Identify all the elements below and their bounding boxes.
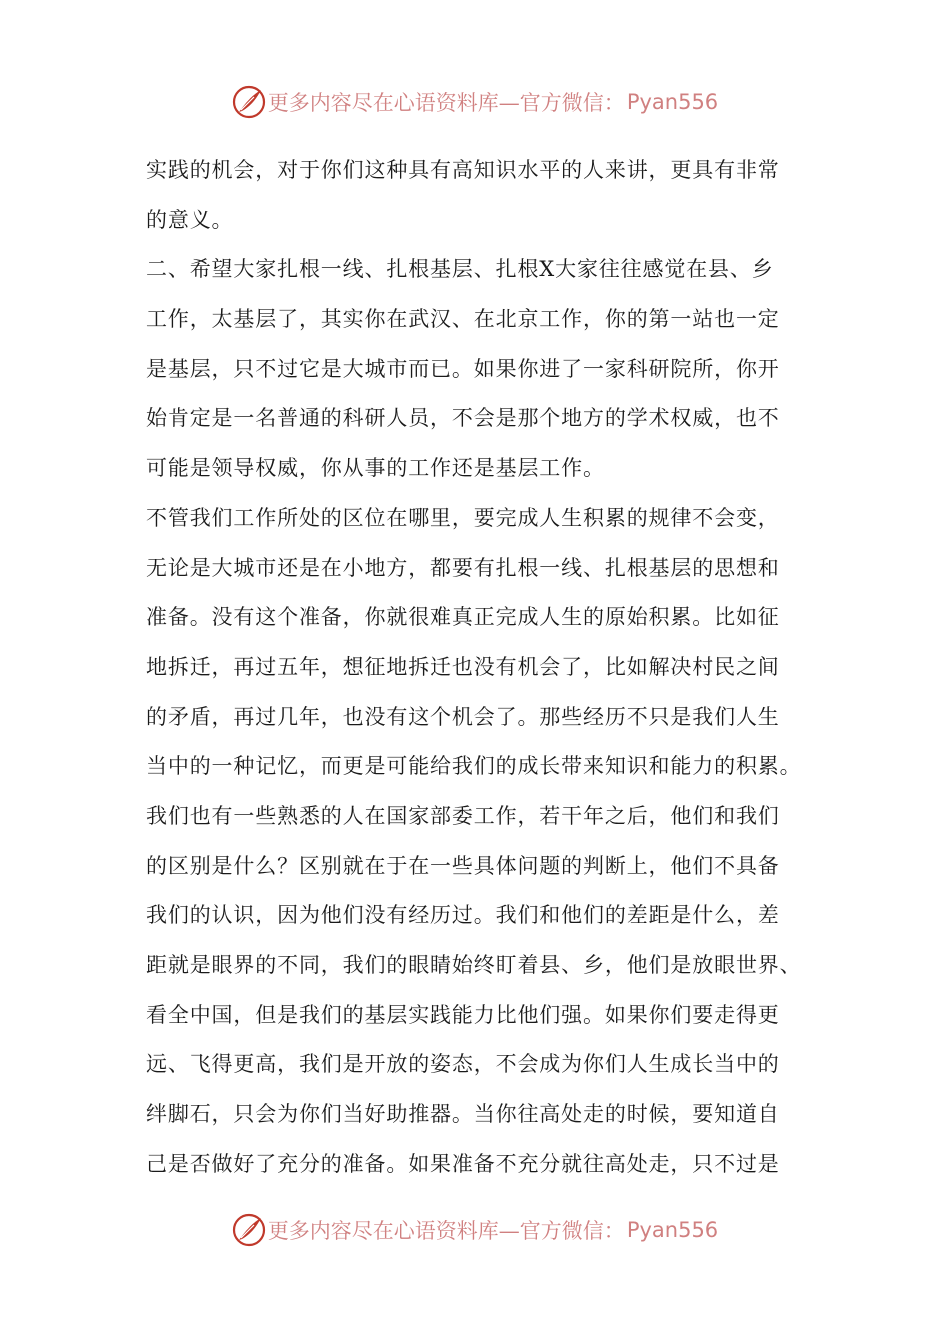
banner-text: 更多内容尽在心语资料库—官方微信：	[267, 91, 625, 115]
text-line: 己是否做好了充分的准备。如果准备不充分就往高处走，只不过是	[146, 1151, 780, 1176]
wechat-id: Pyan556	[626, 90, 719, 114]
text-line: 我们也有一些熟悉的人在国家部委工作，若干年之后，他们和我们	[146, 803, 780, 828]
text-line: 二、希望大家扎根一线、扎根基层、扎根X大家往往感觉在县、乡	[146, 257, 774, 282]
text-line: 可能是领导权威，你从事的工作还是基层工作。	[146, 456, 605, 481]
text-line: 的区别是什么？区别就在于在一些具体问题的判断上，他们不具备	[146, 853, 780, 878]
text-line: 工作，太基层了，其实你在武汉、在北京工作，你的第一站也一定	[146, 307, 780, 332]
footer-banner	[0, 1210, 950, 1250]
text-line: 无论是大城市还是在小地方，都要有扎根一线、扎根基层的思想和	[146, 555, 780, 580]
text-line: 看全中国，但是我们的基层实践能力比他们强。如果你们要走得更	[146, 1002, 780, 1027]
document-body	[146, 146, 816, 1189]
text-line: 是基层，只不过它是大城市而已。如果你进了一家科研院所，你开	[146, 356, 780, 381]
text-line: 地拆迁，再过五年，想征地拆迁也没有机会了，比如解决村民之间	[146, 654, 780, 679]
banner-text: 更多内容尽在心语资料库—官方微信：	[267, 1219, 625, 1243]
text-line: 远、飞得更高，我们是开放的姿态，不会成为你们人生成长当中的	[146, 1052, 780, 1077]
text-line: 准备。没有这个准备，你就很难真正完成人生的原始积累。比如征	[146, 605, 780, 630]
quill-logo-icon	[232, 1213, 266, 1247]
text-line: 我们的认识，因为他们没有经历过。我们和他们的差距是什么，差	[146, 903, 780, 928]
text-line: 始肯定是一名普通的科研人员，不会是那个地方的学术权威，也不	[146, 406, 780, 431]
text-line: 的意义。	[146, 207, 234, 232]
text-line: 距就是眼界的不同，我们的眼睛始终盯着县、乡，他们是放眼世界、	[146, 953, 802, 977]
text-line: 当中的一种记忆，而更是可能给我们的成长带来知识和能力的积累。	[146, 754, 802, 779]
header-banner	[0, 82, 950, 122]
text-line: 绊脚石，只会为你们当好助推器。当你往高处走的时候，要知道自	[146, 1102, 780, 1127]
text-line: 实践的机会，对于你们这种具有高知识水平的人来讲，更具有非常	[146, 158, 780, 182]
quill-logo-icon	[232, 85, 266, 119]
wechat-id: Pyan556	[626, 1218, 719, 1242]
text-line: 的矛盾，再过几年，也没有这个机会了。那些经历不只是我们人生	[146, 704, 780, 729]
text-line: 不管我们工作所处的区位在哪里，要完成人生积累的规律不会变，	[146, 505, 780, 530]
